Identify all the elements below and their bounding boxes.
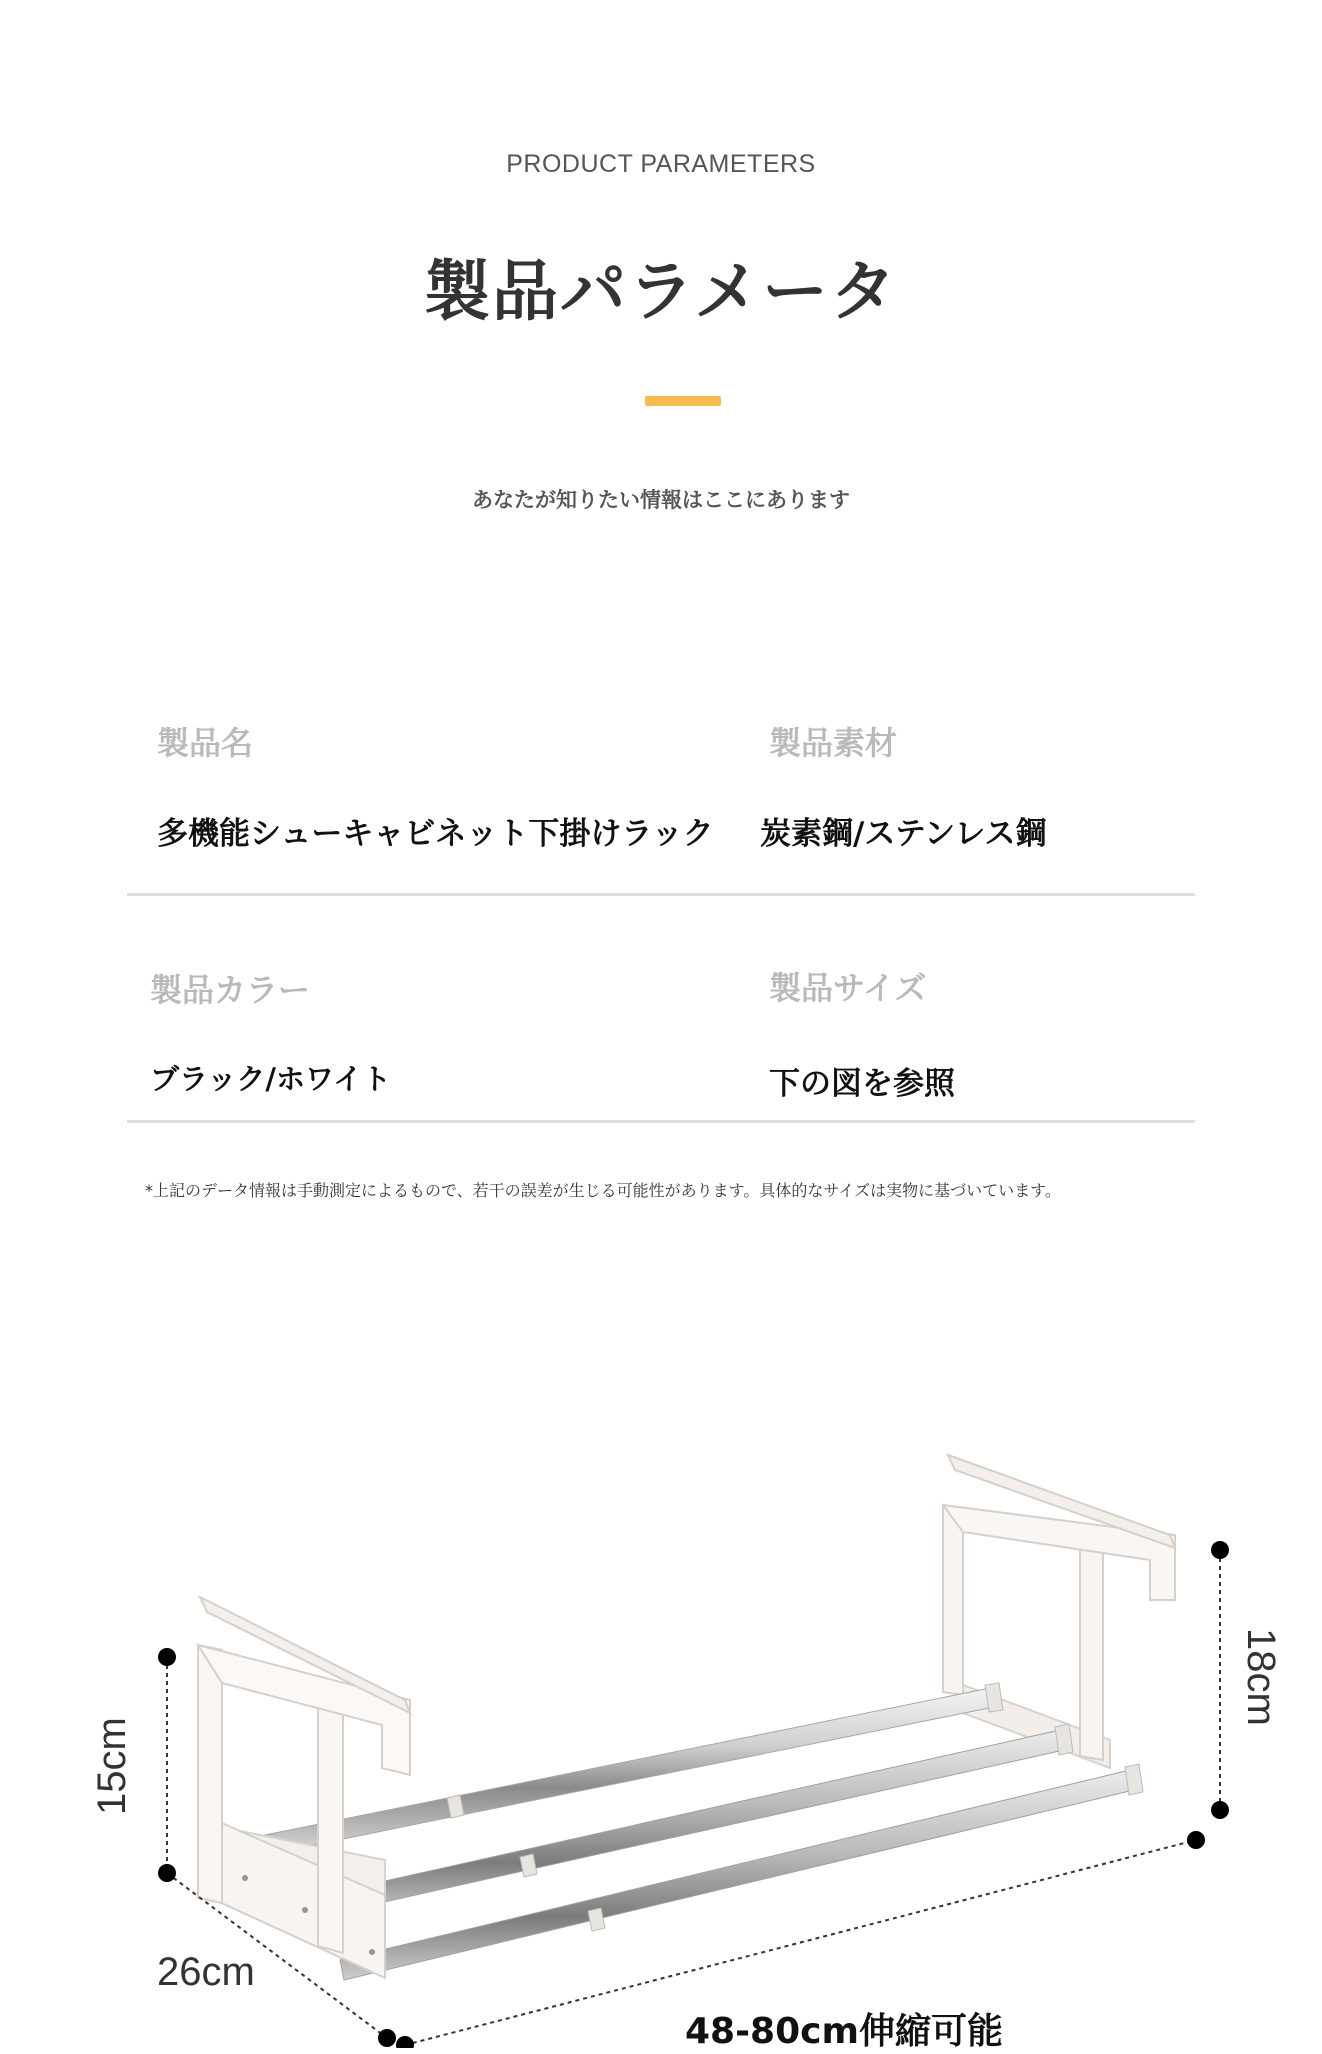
param-value-size: 下の図を参照 [769, 1066, 955, 1102]
param-value-name: 多機能シューキャビネット下掛けラック [157, 816, 714, 852]
dimension-depth: 26cm [157, 1950, 255, 1994]
section-title-en: PRODUCT PARAMETERS [506, 150, 816, 178]
dimension-height-left: 15cm [90, 1717, 134, 1815]
param-value-material: 炭素鋼/ステンレス鋼 [760, 816, 1047, 852]
section-subtitle: あなたが知りたい情報はここにあります [472, 488, 850, 512]
param-label-size: 製品サイズ [769, 969, 927, 1007]
param-value-color: ブラック/ホワイト [150, 1062, 392, 1096]
param-label-color: 製品カラー [150, 971, 311, 1009]
dimension-height-right: 18cm [1239, 1628, 1283, 1726]
param-label-material: 製品素材 [769, 724, 898, 762]
param-label-name: 製品名 [157, 724, 254, 762]
table-divider [127, 893, 1195, 896]
rack-illustration [198, 1455, 1175, 1980]
section-title-jp: 製品パラメータ [423, 253, 899, 330]
dimension-width: 48-80cm伸縮可能 [685, 2011, 1003, 2052]
table-divider [127, 1120, 1195, 1123]
accent-divider [645, 396, 721, 406]
measurement-note: *上記のデータ情報は手動測定によるもので、若干の誤差が生じる可能性があります。具体的なサイズは実物に基づいています。 [145, 1181, 1061, 1200]
